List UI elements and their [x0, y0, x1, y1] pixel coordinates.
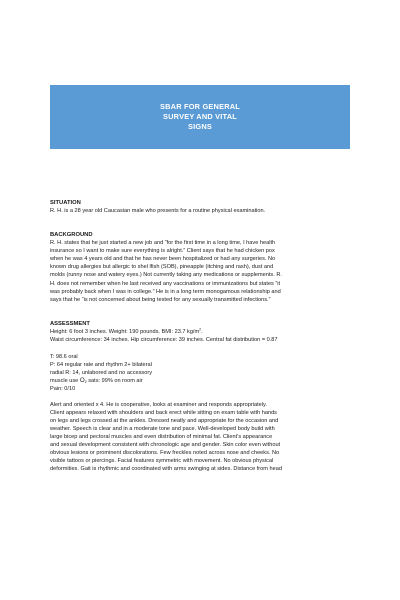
- o2-prefix: muscle use: [50, 378, 80, 385]
- measurements-line-2: Waist circumference: 34 inches. Hip circumference: 39 inches. Central fat distribution = 0.87: [50, 336, 278, 343]
- background-line: molds (runny nose and watery eyes.) Not currently taking any medications or supplements. R.: [50, 272, 282, 279]
- background-line: insurance so I want to make sure everything is alright.” Client says that he had chicken pox: [50, 248, 275, 255]
- general-survey-line: Alert and oriented x 4. He is cooperative, looks at examiner and responds appropriately.: [50, 401, 267, 408]
- assessment-section: [50, 320, 355, 474]
- situation-section: [50, 199, 355, 215]
- assessment-heading: ASSESSMENT: [50, 320, 90, 327]
- title-line-3: SIGNS: [188, 122, 212, 131]
- vital-respiration: radial R: 14, unlabored and no accessory: [50, 370, 152, 377]
- o2-suffix: sats: 99% on room air: [86, 378, 143, 385]
- measurements-text: Height: 6 foot 3 inches. Weight: 190 pounds. BMI: 23.7 kg/m: [50, 328, 200, 335]
- general-survey-line: large bicep and pectoral muscles and even distribution of minimal fat. Client’s appearance: [50, 433, 273, 440]
- general-survey-line: on legs and legs crossed at the ankles. Dressed neatly and appropriate for the occasion and: [50, 417, 279, 424]
- vital-pain: Pain: 0/10: [50, 386, 76, 393]
- background-text: [50, 239, 355, 304]
- background-heading: BACKGROUND: [50, 232, 93, 239]
- background-line: R. H. states that he just started a new job and “for the first time in a long time, I have health: [50, 240, 276, 247]
- vital-temperature: T: 98.6 oral: [50, 354, 78, 361]
- background-line: known drug allergies but allergic to shel lfish (SOB), pineapple (itching and rash), dust and: [50, 264, 274, 271]
- title-line-1: SBAR FOR GENERAL: [160, 102, 240, 111]
- general-survey-line: visible tattoos or piercings. Facial features symmetric with movement. No obvious physical: [50, 458, 274, 465]
- background-line: H. does not remember when he last received any vaccinations or immunizations but states “it: [50, 280, 281, 287]
- general-survey-line: obvious lesions or prominent discolorations. Few freckles noted across nose and cheeks. No: [50, 450, 280, 457]
- situation-text: R. H. is a 28 year old Caucasian male who presents for a routine physical examination.: [50, 208, 266, 214]
- title-banner: [50, 85, 350, 149]
- document-body: [50, 199, 355, 473]
- general-survey-line: Client appears relaxed with shoulders and back erect while sitting on exam table with hands: [50, 409, 277, 416]
- background-line: says that he “is not concerned about being tested for any sexually transmitted infections.”: [50, 296, 271, 303]
- vital-pulse: P: 64 regular rate and rhythm 2+ bilateral: [50, 362, 152, 369]
- general-survey-line: deformities. Gait is rhythmic and coordinated with arms swinging at sides. Distance from head: [50, 466, 282, 473]
- measurements-period: .: [201, 328, 203, 335]
- background-section: [50, 231, 355, 304]
- measurements: [50, 328, 355, 344]
- general-survey-text: [50, 401, 355, 474]
- subscript: 2: [84, 380, 87, 385]
- measurements-line-1: [50, 328, 355, 336]
- general-survey-line: weather. Speech is clear and in a moderate tone and pace. Well-developed body build with: [50, 425, 275, 432]
- superscript: 2: [199, 327, 202, 332]
- vital-signs: [50, 353, 355, 393]
- situation-heading: SITUATION: [50, 200, 81, 206]
- o2-symbol: O: [79, 377, 85, 385]
- title-line-2: SURVEY AND VITAL: [163, 112, 237, 121]
- vital-oxygen-saturation: [50, 377, 355, 385]
- general-survey-line: and sexual development consistent with chronologic age and gender. Skin color even without: [50, 441, 281, 448]
- background-line: when he was 4 years old and that he has never been hospitalized or had any surgeries. No: [50, 256, 276, 263]
- background-line: was probably back when I was in college.” He is in a long term monogamous relationship and: [50, 288, 281, 295]
